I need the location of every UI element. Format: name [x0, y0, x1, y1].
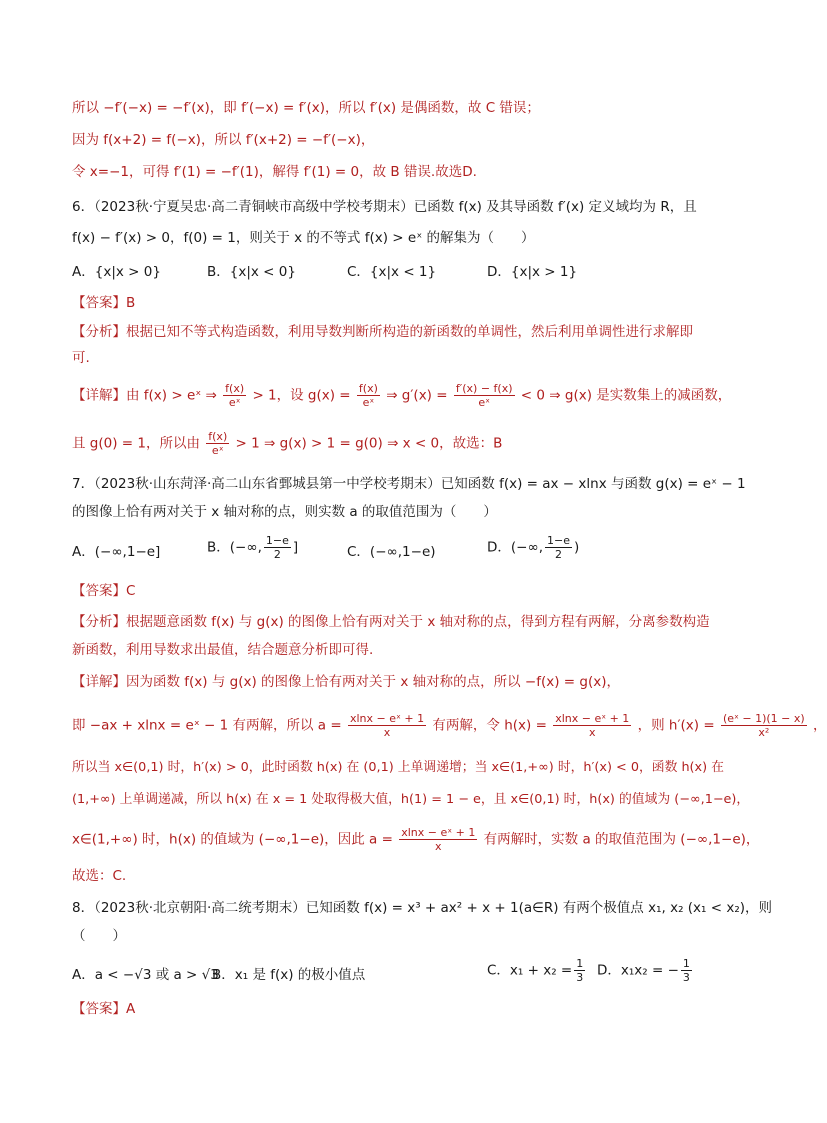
detail-text: > 1，设 g(x) =	[252, 387, 351, 404]
detail-text: 即 −ax + xlnx = eˣ − 1 有两解，所以 a =	[72, 717, 342, 734]
detail-text: ⇒ g′(x) =	[386, 387, 448, 404]
detail-line	[72, 712, 827, 739]
answer-value: C	[126, 583, 136, 599]
fraction	[553, 712, 631, 739]
numerator: xlnx − eˣ + 1	[401, 826, 476, 839]
denominator: eˣ	[478, 396, 490, 409]
answer-line	[72, 293, 734, 313]
answer-line	[72, 999, 734, 1019]
numerator: 1−e	[265, 534, 289, 547]
detail-text: x∈(1,+∞) 时，h(x) 的值域为 (−∞,1−e)，因此 a =	[72, 831, 393, 848]
fraction	[206, 430, 229, 457]
detail-text: 由 f(x) > eˣ ⇒	[126, 387, 217, 404]
answer-tag: 【答案】	[72, 583, 126, 599]
numerator: f′(x) − f(x)	[455, 382, 513, 395]
detail-line: 故选：C.	[72, 868, 127, 884]
detail-text: > 1 ⇒ g(x) > 1 = g(0) ⇒ x < 0，故选：B	[235, 435, 503, 452]
option-c: C．(−∞,1−e)	[347, 544, 436, 560]
detail-tag: 【详解】	[72, 674, 126, 690]
detail-text: 且 g(0) = 1，所以由	[72, 435, 200, 452]
answer-line	[72, 581, 734, 601]
denominator: 3	[682, 971, 690, 984]
denominator: eˣ	[228, 396, 241, 409]
numerator: xlnx − eˣ + 1	[349, 712, 425, 725]
option-d	[597, 957, 694, 984]
analysis-tag: 【分析】	[72, 614, 126, 630]
detail-text: 有两解，令 h(x) =	[432, 717, 547, 734]
option-d	[487, 534, 579, 561]
option-text: C．x₁ + x₂ =	[487, 962, 573, 979]
text-line: 所以 −f′(−x) = −f′(x)，即 f′(−x) = f′(x)，所以 f′(x) 是偶函数，故 C 错误；	[72, 100, 540, 116]
fraction	[545, 534, 572, 561]
option-text: )	[574, 539, 580, 556]
option-d: D．{x|x > 1}	[487, 264, 578, 280]
denominator: 2	[273, 548, 281, 561]
fraction	[223, 382, 246, 409]
fraction	[681, 957, 692, 984]
question-8-stem: 8．（2023秋·北京朝阳·高二统考期末）已知函数 f(x) = x³ + ax² + x + 1(a∈R) 有两个极值点 x₁, x₂ (x₁ < x₂)，则	[72, 900, 773, 916]
option-text: ]	[292, 539, 299, 556]
detail-tag: 【详解】	[72, 387, 126, 404]
question-7-stem: 的图像上恰有两对关于 x 轴对称的点，则实数 a 的取值范围为（ ）	[72, 504, 497, 520]
detail-line: 所以当 x∈(0,1) 时，h′(x) > 0，此时函数 h(x) 在 (0,1) 上单调递增；当 x∈(1,+∞) 时，h′(x) < 0，函数 h(x) 在	[72, 760, 724, 775]
numerator: 1	[576, 957, 584, 970]
detail-line	[72, 826, 760, 853]
fraction	[264, 534, 291, 561]
denominator: eˣ	[362, 396, 375, 409]
option-b: B．{x|x < 0}	[207, 264, 296, 280]
denominator: 2	[555, 548, 562, 561]
detail-text: 有两解时，实数 a 的取值范围为 (−∞,1−e)，	[483, 831, 760, 848]
option-text: B．(−∞,	[207, 539, 262, 556]
fraction	[348, 712, 426, 739]
denominator: x²	[758, 726, 770, 739]
denominator: x	[383, 726, 391, 739]
answer-tag: 【答案】	[72, 295, 126, 311]
fraction	[399, 826, 477, 853]
numerator: 1−e	[547, 534, 570, 547]
option-c	[487, 957, 587, 984]
analysis-text: 根据已知不等式构造函数，利用导数判断所构造的新函数的单调性，然后利用单调性进行求解即	[126, 324, 693, 340]
analysis-line: 新函数，利用导数求出最值，结合题意分析即可得.	[72, 642, 374, 658]
question-6-stem: 6．（2023秋·宁夏吴忠·高二青铜峡市高级中学校考期末）已函数 f(x) 及其导函数 f′(x) 定义域均为 R，且	[72, 199, 697, 215]
question-6-stem: f(x) − f′(x) > 0，f(0) = 1，则关于 x 的不等式 f(x) > eˣ 的解集为（ ）	[72, 230, 535, 246]
fraction	[357, 382, 380, 409]
numerator: f(x)	[225, 382, 245, 395]
numerator: f(x)	[208, 430, 228, 443]
question-7-stem: 7．（2023秋·山东菏泽·高二山东省鄄城县第一中学校考期末）已知函数 f(x) = ax − xlnx 与函数 g(x) = eˣ − 1	[72, 476, 746, 492]
numerator: f(x)	[358, 382, 378, 395]
detail-text: < 0 ⇒ g(x) 是实数集上的减函数，	[520, 387, 732, 404]
denominator: x	[588, 726, 596, 739]
text-line: 因为 f(x+2) = f(−x)，所以 f′(x+2) = −f′(−x)，	[72, 132, 375, 148]
option-c: C．{x|x < 1}	[347, 264, 437, 280]
option-b: B．x₁ 是 f(x) 的极小值点	[212, 967, 366, 983]
option-a: A．a < −√3 或 a > √3	[72, 967, 219, 983]
option-a: A．(−∞,1−e]	[72, 544, 161, 560]
fraction	[574, 957, 585, 984]
analysis-tag: 【分析】	[72, 324, 126, 340]
analysis-line	[72, 612, 734, 632]
answer-tag: 【答案】	[72, 1001, 126, 1017]
detail-line	[72, 430, 734, 457]
option-text: D．x₁x₂ = −	[597, 962, 679, 979]
denominator: 3	[576, 971, 584, 984]
fraction	[454, 382, 515, 409]
analysis-line: 可.	[72, 350, 90, 366]
fraction	[721, 712, 807, 739]
detail-line: (1,+∞) 上单调递减，所以 h(x) 在 x = 1 处取得极大值，h(1) = 1 − e，且 x∈(0,1) 时，h(x) 的值域为 (−∞,1−e)，	[72, 792, 750, 807]
option-a: A．{x|x > 0}	[72, 264, 161, 280]
numerator: xlnx − eˣ + 1	[555, 712, 630, 725]
text-line: 令 x=−1，可得 f′(1) = −f′(1)，解得 f′(1) = 0，故 B 错误.故选D.	[72, 164, 477, 180]
denominator: eˣ	[211, 444, 224, 457]
question-8-stem: （ ）	[72, 928, 126, 944]
detail-text: ，则 h′(x) =	[637, 717, 715, 734]
detail-line	[72, 382, 734, 409]
analysis-text: 根据题意函数 f(x) 与 g(x) 的图像上恰有两对关于 x 轴对称的点，得到方程有两解，分离参数构造	[126, 614, 710, 630]
answer-value: A	[126, 1001, 136, 1017]
detail-text: 因为函数 f(x) 与 g(x) 的图像上恰有两对关于 x 轴对称的点，所以 −f(x) = g(x)，	[126, 674, 620, 690]
detail-line	[72, 672, 734, 692]
analysis-line	[72, 322, 734, 342]
numerator: (eˣ − 1)(1 − x)	[722, 712, 805, 725]
numerator: 1	[682, 957, 690, 970]
option-text: D．(−∞,	[487, 539, 544, 556]
denominator: x	[435, 840, 442, 853]
option-b	[207, 534, 298, 561]
detail-text: ，	[813, 717, 827, 734]
answer-value: B	[126, 295, 136, 311]
